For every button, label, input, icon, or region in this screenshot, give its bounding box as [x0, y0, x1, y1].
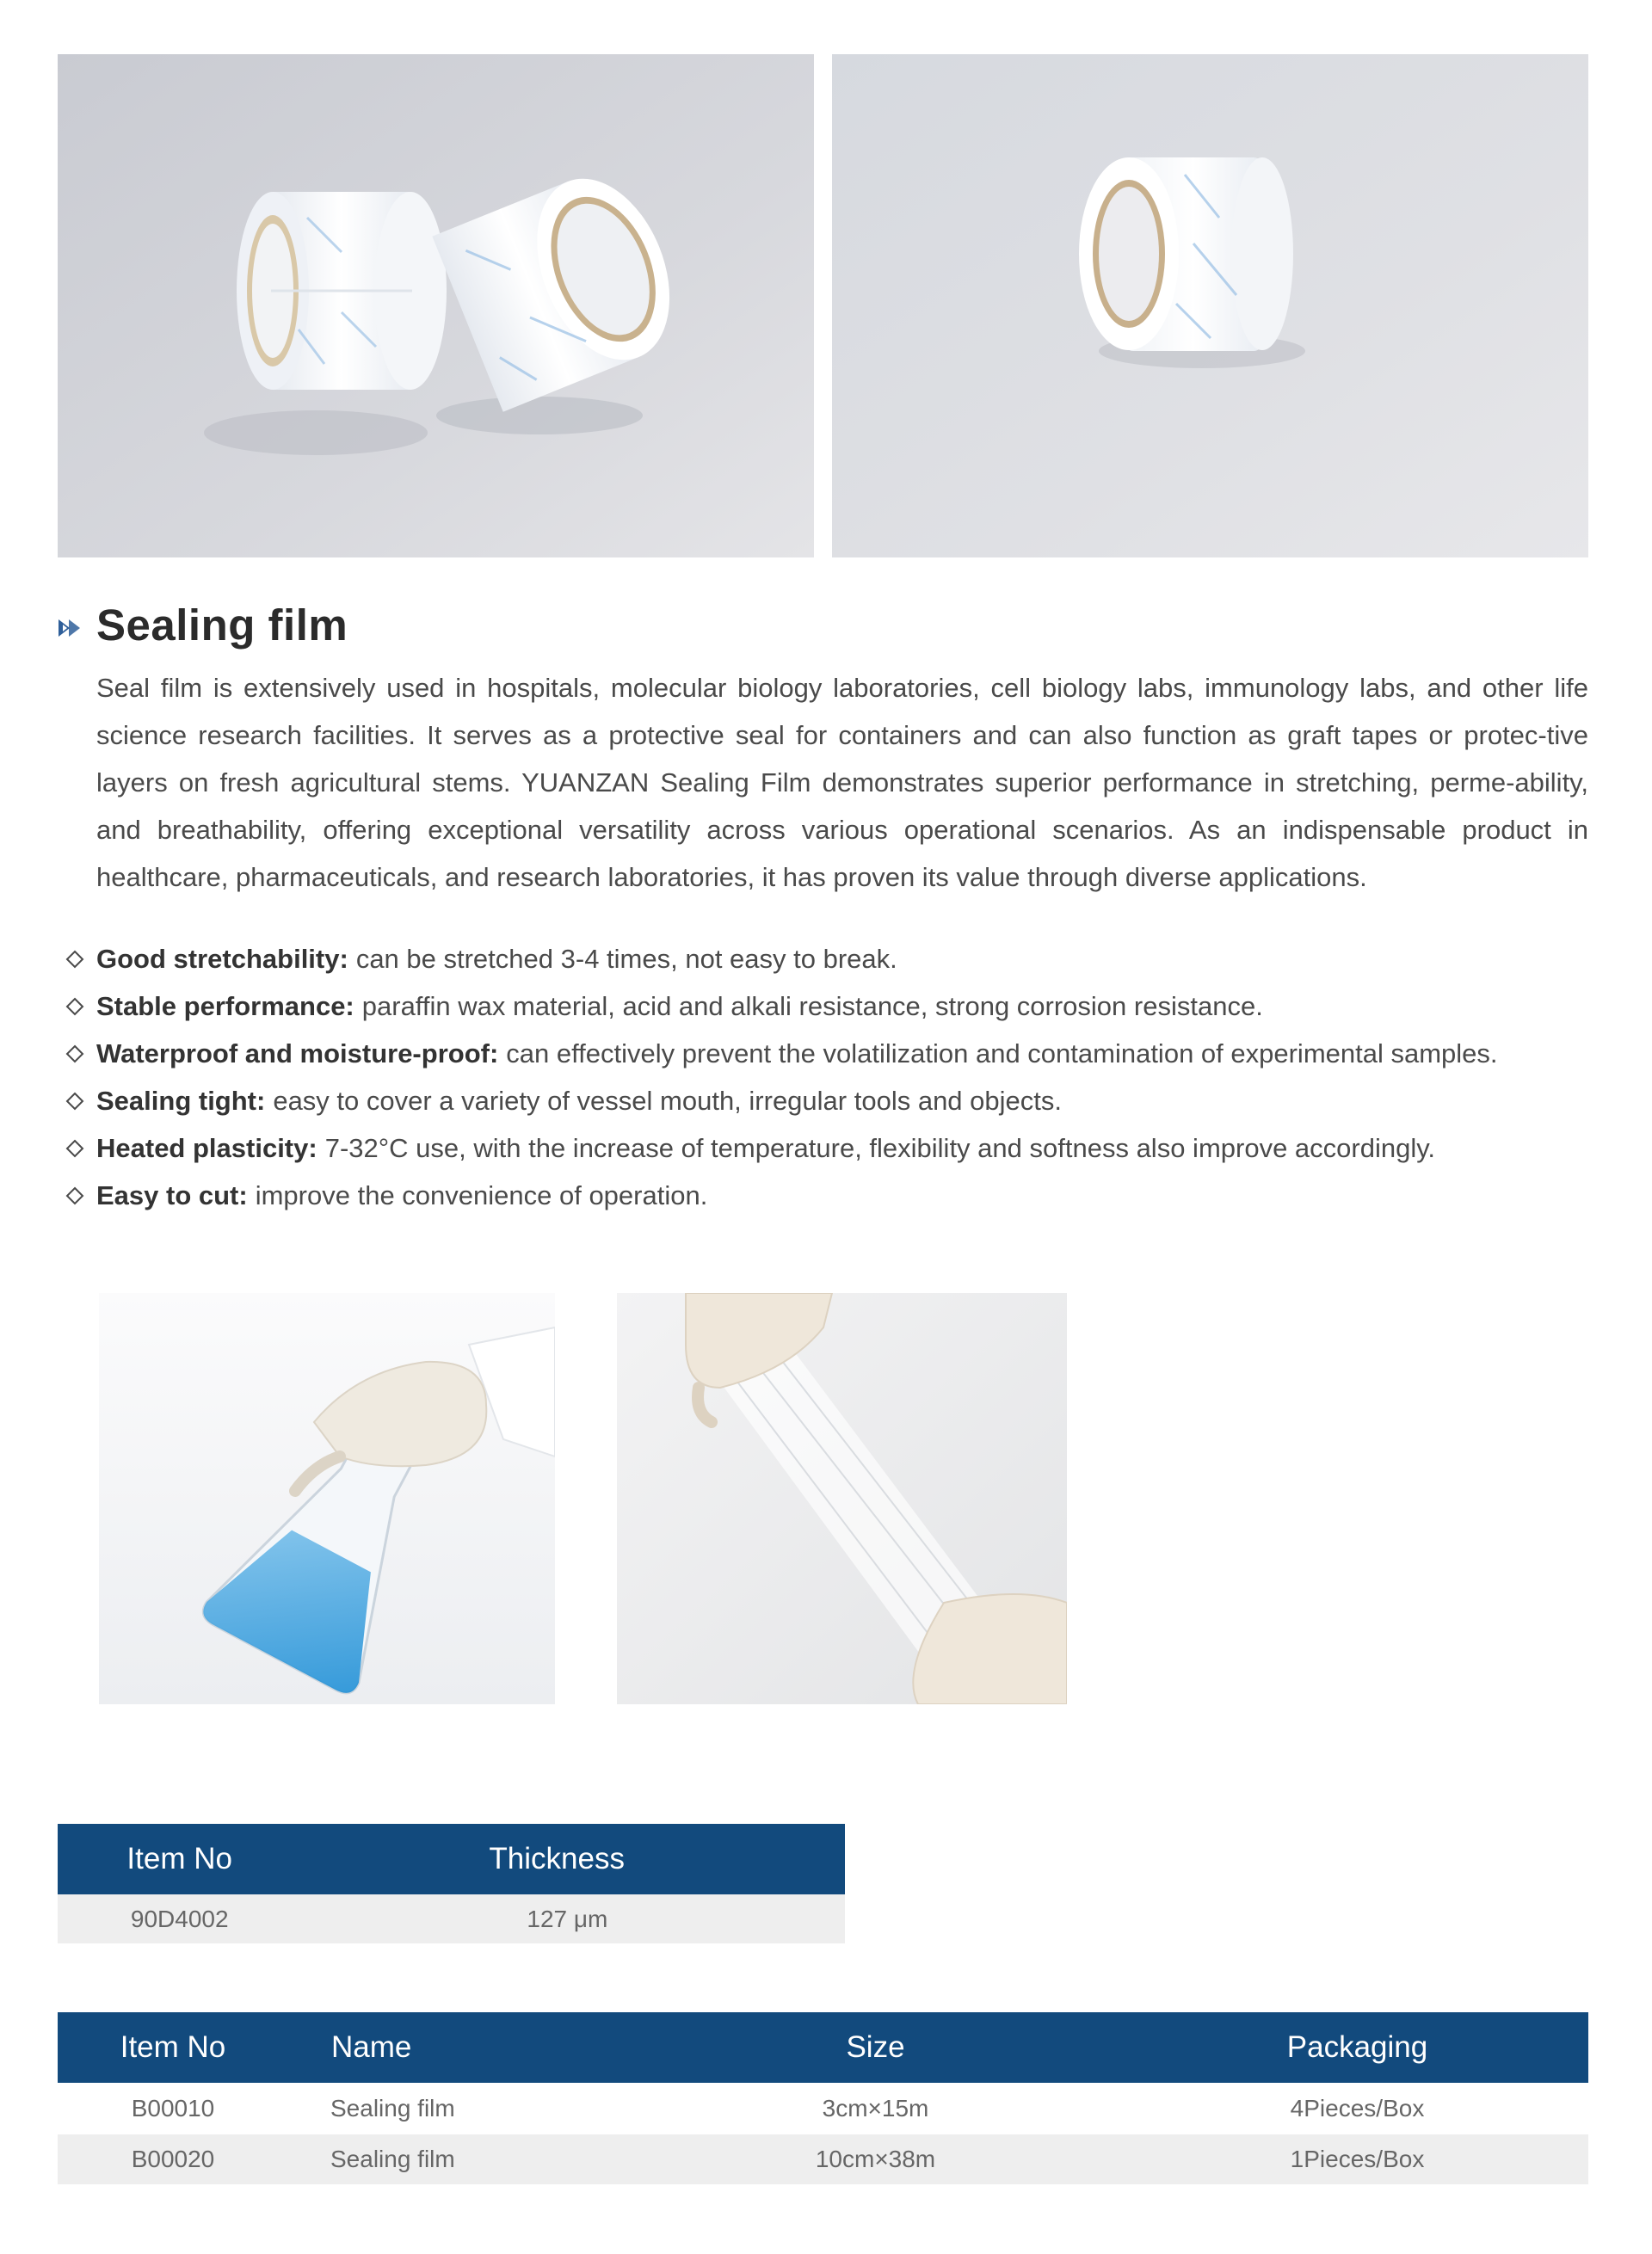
feature-item: [62, 1124, 1593, 1172]
feature-item: [62, 1172, 1593, 1219]
section-title: Sealing film: [96, 600, 348, 650]
feature-text: improve the convenience of operation.: [255, 1179, 708, 1210]
diamond-bullet-icon: [65, 997, 84, 1016]
column-header-thickness: Thickness: [301, 1824, 845, 1894]
photo-two-rolls: [58, 54, 814, 557]
column-header-size: Size: [625, 2012, 1126, 2083]
feature-label: Sealing tight:: [96, 1085, 266, 1116]
table-row: [58, 2134, 1588, 2184]
photo-flask: [99, 1293, 555, 1704]
intro-paragraph: Seal film is extensively used in hospitals, molecular biology laboratories, cell biology labs, immunology labs, and other life science research facilities. It serves as a protective seal for containers and can also function as graft tapes or protec-tive layers on fresh agricultural stems. YUANZAN Sealing Film demonstrates superior performance in stretching, perme-ability, and breathability, offering exceptional versatility across various operational scenarios. As an indispensable product in healthcare, pharmaceuticals, and research laboratories, it has proven its value through diverse applications.: [96, 673, 1588, 892]
table-header-row: [58, 1824, 845, 1894]
table-header-row: [58, 2012, 1588, 2083]
feature-item: [62, 1077, 1593, 1124]
photo-stretching-film: [617, 1293, 1067, 1704]
cell-item-no: B00020: [58, 2134, 288, 2184]
feature-text: can effectively prevent the volatilization and contamination of experimental samples.: [506, 1038, 1498, 1068]
cell-thickness: 127 μm: [301, 1894, 845, 1943]
column-header-item-no: Item No: [58, 2012, 288, 2083]
diamond-bullet-icon: [65, 1139, 84, 1158]
feature-label: Stable performance:: [96, 990, 354, 1021]
feature-text: 7-32°C use, with the increase of temperature, flexibility and softness also improve accordingly.: [324, 1132, 1436, 1163]
cell-item-no: B00010: [58, 2083, 288, 2134]
feature-list: [62, 935, 1593, 1219]
feature-text: can be stretched 3-4 times, not easy to break.: [355, 943, 897, 974]
thickness-table: [58, 1824, 845, 1943]
diamond-bullet-icon: [65, 1044, 84, 1063]
column-header-item-no: Item No: [58, 1824, 301, 1894]
product-table: [58, 2012, 1588, 2184]
cell-name: Sealing film: [288, 2083, 625, 2134]
feature-item: [62, 935, 1593, 982]
cell-packaging: 1Pieces/Box: [1126, 2134, 1588, 2184]
diamond-bullet-icon: [65, 950, 84, 969]
feature-item: [62, 982, 1593, 1030]
feature-label: Easy to cut:: [96, 1179, 248, 1210]
feature-item: [62, 1030, 1593, 1077]
feature-text: paraffin wax material, acid and alkali resistance, strong corrosion resistance.: [361, 990, 1263, 1021]
column-header-name: Name: [288, 2012, 625, 2083]
diamond-bullet-icon: [65, 1092, 84, 1111]
cell-packaging: 4Pieces/Box: [1126, 2083, 1588, 2134]
double-arrow-icon: [59, 618, 84, 638]
cell-item-no: 90D4002: [58, 1894, 301, 1943]
feature-label: Heated plasticity:: [96, 1132, 317, 1163]
column-header-packaging: Packaging: [1126, 2012, 1588, 2083]
feature-text: easy to cover a variety of vessel mouth, irregular tools and objects.: [273, 1085, 1062, 1116]
feature-label: Waterproof and moisture-proof:: [96, 1038, 499, 1068]
diamond-bullet-icon: [65, 1186, 84, 1205]
table-row: [58, 1894, 845, 1943]
photo-single-roll: [832, 54, 1588, 557]
cell-size: 3cm×15m: [625, 2083, 1126, 2134]
cell-name: Sealing film: [288, 2134, 625, 2184]
table-row: [58, 2083, 1588, 2134]
cell-size: 10cm×38m: [625, 2134, 1126, 2184]
feature-label: Good stretchability:: [96, 943, 348, 974]
